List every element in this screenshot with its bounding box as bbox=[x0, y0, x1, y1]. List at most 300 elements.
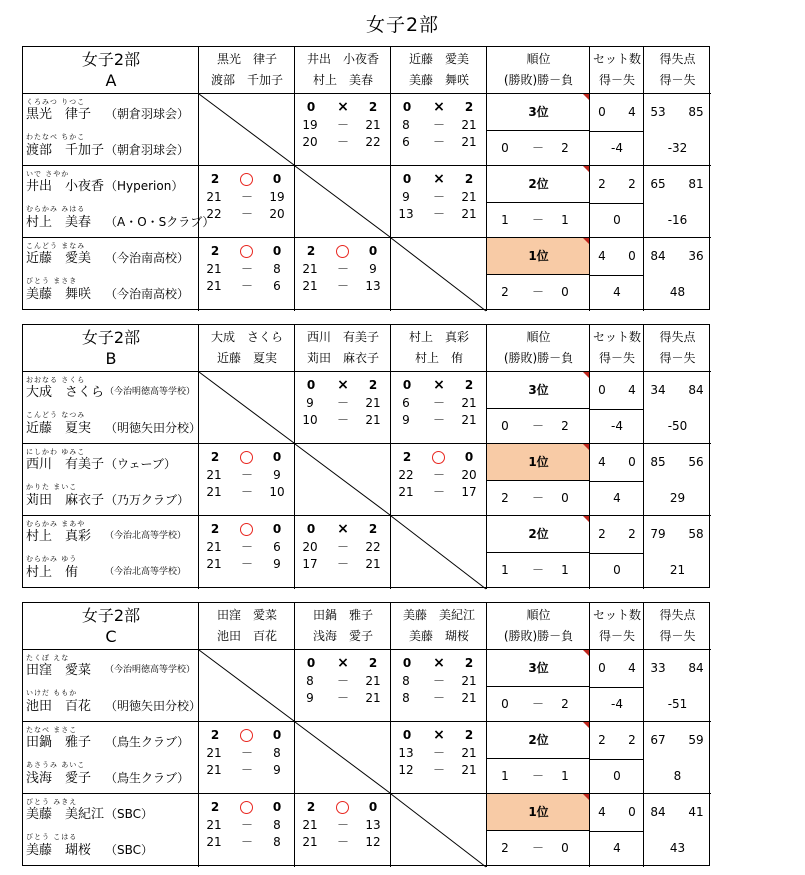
rank-header-sub: (勝敗)勝－負 bbox=[503, 73, 574, 87]
sets-won: 0 bbox=[598, 383, 606, 397]
player1-furigana: いで さやか bbox=[26, 170, 70, 178]
pair-name-cell bbox=[23, 372, 202, 444]
rank-header-label: 順位 bbox=[526, 608, 551, 622]
losses-value: 1 bbox=[561, 563, 569, 577]
points-header-label: 得失点 bbox=[659, 330, 696, 344]
player1-affiliation: （SBC） bbox=[105, 807, 154, 821]
player2-name: 美藤 舞咲 bbox=[26, 287, 92, 302]
lose-mark: × bbox=[433, 727, 445, 743]
win-mark bbox=[240, 729, 253, 742]
pair-header-player2: 近藤 夏実 bbox=[216, 351, 277, 365]
rank-band bbox=[487, 94, 589, 131]
game2-score-a: 20 bbox=[302, 135, 318, 149]
player1-furigana: にしかわ ゆみこ bbox=[26, 448, 86, 456]
sets-column-header bbox=[590, 47, 644, 94]
points-for: 65 bbox=[650, 177, 666, 191]
comment-marker bbox=[583, 372, 589, 378]
wins-value: 2 bbox=[501, 285, 509, 299]
game2-score-b: 10 bbox=[269, 485, 285, 499]
group-letter: B bbox=[105, 349, 117, 368]
sets-diff: 0 bbox=[613, 213, 621, 227]
player1-affiliation: （今治明徳高等学校） bbox=[105, 665, 196, 675]
diagonal-line bbox=[295, 444, 390, 515]
win-mark bbox=[240, 245, 253, 258]
sets-lost: 0 bbox=[628, 805, 636, 819]
player2-affiliation: （今治南高校） bbox=[105, 287, 190, 301]
rank-band bbox=[487, 238, 589, 275]
game2-score-a: 21 bbox=[206, 557, 222, 571]
pair-column-header bbox=[199, 47, 295, 94]
match-sets-lost: 2 bbox=[464, 100, 474, 114]
rank-cell bbox=[487, 372, 590, 444]
game2-score-b: 21 bbox=[461, 207, 477, 221]
game1-dash: － bbox=[432, 468, 445, 482]
sets-won: 4 bbox=[598, 249, 606, 263]
points-diff: -16 bbox=[667, 213, 688, 227]
match-sets-lost: 0 bbox=[272, 244, 282, 258]
game2-dash: － bbox=[432, 485, 445, 499]
rank-band bbox=[487, 516, 589, 553]
rank-header-sub: (勝敗)勝－負 bbox=[503, 629, 574, 643]
game2-dash: － bbox=[336, 279, 349, 293]
match-cell bbox=[295, 516, 391, 589]
losses-value: 1 bbox=[561, 769, 569, 783]
rank-cell bbox=[487, 722, 590, 794]
comment-marker bbox=[583, 794, 589, 800]
pair-name-cell bbox=[23, 238, 199, 311]
game2-score-a: 21 bbox=[302, 835, 318, 849]
player1-affiliation: （Hyperion） bbox=[105, 179, 184, 193]
group-name: 女子2部 bbox=[81, 328, 141, 347]
match-cell bbox=[391, 372, 487, 444]
game2-score-a: 10 bbox=[302, 413, 318, 427]
pair-name-cell bbox=[23, 722, 199, 794]
diagonal-cell bbox=[391, 794, 487, 867]
pair-header-player2: 村上 侑 bbox=[414, 351, 463, 365]
player2-furigana: こんどう なつみ bbox=[26, 411, 86, 419]
sets-divider bbox=[590, 203, 643, 204]
diagonal-line bbox=[199, 94, 294, 165]
sets-won: 0 bbox=[598, 661, 606, 675]
player2-affiliation: （今治北高等学校） bbox=[105, 567, 187, 577]
game2-score-a: 17 bbox=[302, 557, 318, 571]
game1-score-b: 21 bbox=[461, 396, 477, 410]
game2-dash: － bbox=[432, 691, 445, 705]
game2-score-a: 21 bbox=[206, 485, 222, 499]
group-table bbox=[22, 602, 710, 866]
rank-cell bbox=[487, 650, 590, 722]
player2-furigana: わたなべ ちかこ bbox=[26, 133, 86, 141]
game1-score-b: 21 bbox=[365, 674, 381, 688]
sets-diff: 4 bbox=[613, 841, 621, 855]
points-against: 84 bbox=[688, 383, 704, 397]
record-dash: － bbox=[531, 697, 544, 711]
match-cell bbox=[295, 94, 391, 166]
match-cell bbox=[199, 794, 295, 867]
game1-score-a: 21 bbox=[206, 190, 222, 204]
sets-won: 0 bbox=[598, 105, 606, 119]
game1-score-a: 21 bbox=[206, 262, 222, 276]
rank-cell bbox=[487, 516, 590, 589]
sets-won: 4 bbox=[598, 455, 606, 469]
pair-header-player2: 苅田 麻衣子 bbox=[306, 351, 379, 365]
pair-column-header bbox=[295, 603, 391, 650]
game1-dash: － bbox=[432, 190, 445, 204]
losses-value: 1 bbox=[561, 213, 569, 227]
game2-score-b: 8 bbox=[273, 835, 281, 849]
player1-furigana: たくぼ えな bbox=[26, 654, 70, 662]
game1-score-a: 21 bbox=[302, 818, 318, 832]
points-header-sub: 得－失 bbox=[659, 629, 696, 643]
match-sets-lost: 0 bbox=[368, 800, 378, 814]
player1-name: 近藤 愛美 bbox=[26, 251, 92, 266]
sets-header-sub: 得－失 bbox=[598, 629, 635, 643]
group-table bbox=[22, 324, 710, 588]
rank-cell bbox=[487, 444, 590, 516]
match-sets-won: 2 bbox=[210, 728, 220, 742]
player2-affiliation: （明徳矢田分校） bbox=[105, 421, 202, 435]
comment-marker bbox=[583, 444, 589, 450]
sets-cell bbox=[590, 372, 644, 444]
game2-score-b: 21 bbox=[461, 135, 477, 149]
game1-score-b: 6 bbox=[273, 540, 281, 554]
pair-column-header bbox=[199, 325, 295, 372]
rank-column-header bbox=[487, 603, 590, 650]
match-cell bbox=[295, 372, 391, 444]
match-sets-won: 0 bbox=[306, 378, 316, 392]
sets-header-sub: 得－失 bbox=[598, 351, 635, 365]
game1-score-b: 19 bbox=[269, 190, 285, 204]
game1-dash: － bbox=[240, 746, 253, 760]
losses-value: 2 bbox=[561, 419, 569, 433]
sets-diff: 0 bbox=[613, 563, 621, 577]
player1-affiliation: （今治南高校） bbox=[105, 251, 190, 265]
points-cell bbox=[644, 444, 711, 516]
game1-score-b: 22 bbox=[365, 540, 381, 554]
game1-dash: － bbox=[432, 746, 445, 760]
sets-column-header bbox=[590, 603, 644, 650]
sets-column-header bbox=[590, 325, 644, 372]
sets-diff: -4 bbox=[611, 419, 623, 433]
game2-score-a: 8 bbox=[402, 691, 410, 705]
game1-dash: － bbox=[336, 818, 349, 832]
sets-lost: 2 bbox=[628, 733, 636, 747]
match-sets-lost: 2 bbox=[368, 656, 378, 670]
match-cell bbox=[199, 238, 295, 311]
rank-band bbox=[487, 722, 589, 759]
player1-name: 田鍋 雅子 bbox=[26, 735, 92, 750]
points-cell bbox=[644, 94, 711, 166]
game1-score-a: 21 bbox=[206, 540, 222, 554]
wins-value: 1 bbox=[501, 213, 509, 227]
player1-affiliation: （今治明徳高等学校） bbox=[105, 387, 196, 397]
pair-header-player1: 田窪 愛菜 bbox=[216, 608, 277, 622]
game1-score-b: 21 bbox=[461, 190, 477, 204]
comment-marker bbox=[583, 650, 589, 656]
game1-score-b: 21 bbox=[461, 674, 477, 688]
points-diff: 29 bbox=[669, 491, 686, 505]
game1-dash: － bbox=[240, 818, 253, 832]
match-sets-won: 2 bbox=[210, 244, 220, 258]
wins-value: 0 bbox=[501, 697, 509, 711]
group-header bbox=[23, 603, 199, 650]
rank-column-header bbox=[487, 47, 590, 94]
match-cell bbox=[295, 238, 391, 311]
points-cell bbox=[644, 238, 711, 311]
match-sets-lost: 2 bbox=[368, 522, 378, 536]
game1-score-a: 8 bbox=[402, 118, 410, 132]
player1-name: 黒光 律子 bbox=[26, 107, 92, 122]
pair-column-header bbox=[199, 603, 295, 650]
pair-header-player2: 美藤 瑚桜 bbox=[408, 629, 469, 643]
game2-score-a: 21 bbox=[398, 485, 414, 499]
rank-column-header bbox=[487, 325, 590, 372]
player2-name: 近藤 夏実 bbox=[26, 421, 92, 436]
comment-marker bbox=[583, 94, 589, 100]
player1-name: 大成 さくら bbox=[26, 385, 105, 400]
points-column-header bbox=[644, 325, 711, 372]
game2-dash: － bbox=[240, 279, 253, 293]
diagonal-cell bbox=[199, 650, 295, 722]
lose-mark: × bbox=[433, 99, 445, 115]
player2-affiliation: （鳥生クラブ） bbox=[105, 771, 190, 785]
rank-value: 2位 bbox=[528, 177, 549, 191]
sets-lost: 4 bbox=[628, 661, 636, 675]
sets-cell bbox=[590, 238, 644, 311]
losses-value: 2 bbox=[561, 141, 569, 155]
game1-dash: － bbox=[240, 190, 253, 204]
match-sets-won: 2 bbox=[210, 450, 220, 464]
player2-name: 渡部 千加子 bbox=[26, 143, 105, 158]
player1-name: 井出 小夜香 bbox=[26, 179, 105, 194]
group-header bbox=[23, 47, 199, 94]
sets-header-label: セット数 bbox=[592, 52, 641, 66]
rank-header-sub: (勝敗)勝－負 bbox=[503, 351, 574, 365]
sets-header-label: セット数 bbox=[592, 608, 641, 622]
lose-mark: × bbox=[433, 377, 445, 393]
game2-score-b: 9 bbox=[273, 763, 281, 777]
wins-value: 1 bbox=[501, 769, 509, 783]
player1-name: 田窪 愛菜 bbox=[26, 663, 92, 678]
game1-score-a: 9 bbox=[306, 396, 314, 410]
player2-name: 村上 美春 bbox=[26, 215, 92, 230]
game1-score-b: 9 bbox=[369, 262, 377, 276]
match-cell bbox=[199, 166, 295, 238]
pair-column-header bbox=[295, 47, 391, 94]
lose-mark: × bbox=[433, 655, 445, 671]
sets-cell bbox=[590, 166, 644, 238]
pair-header-player1: 大成 さくら bbox=[210, 330, 283, 344]
page-title: 女子2部 bbox=[365, 14, 440, 36]
pair-header-player1: 美藤 美紀江 bbox=[402, 608, 475, 622]
points-column-header bbox=[644, 47, 711, 94]
game2-score-b: 21 bbox=[365, 413, 381, 427]
game2-score-b: 9 bbox=[273, 557, 281, 571]
match-sets-won: 0 bbox=[306, 100, 316, 114]
game2-score-a: 22 bbox=[206, 207, 222, 221]
points-header-sub: 得－失 bbox=[659, 351, 696, 365]
wins-value: 1 bbox=[501, 563, 509, 577]
player2-furigana: びとう まさき bbox=[26, 277, 78, 285]
game2-dash: － bbox=[432, 135, 445, 149]
game1-score-b: 8 bbox=[273, 262, 281, 276]
pair-header-player2: 村上 美春 bbox=[312, 73, 373, 87]
pair-header-player1: 村上 真彩 bbox=[408, 330, 469, 344]
sets-cell bbox=[590, 794, 644, 867]
match-cell bbox=[391, 650, 487, 722]
wins-value: 2 bbox=[501, 491, 509, 505]
lose-mark: × bbox=[433, 171, 445, 187]
player1-affiliation: （朝倉羽球会） bbox=[105, 107, 190, 121]
rank-cell bbox=[487, 238, 590, 311]
diagonal-line bbox=[391, 516, 486, 589]
match-cell bbox=[295, 794, 391, 867]
points-for: 53 bbox=[650, 105, 666, 119]
win-mark bbox=[240, 451, 253, 464]
sets-cell bbox=[590, 516, 644, 589]
player2-affiliation: （A・O・Sクラブ） bbox=[105, 215, 215, 229]
win-mark bbox=[240, 523, 253, 536]
sets-divider bbox=[590, 409, 643, 410]
points-header-label: 得失点 bbox=[659, 608, 696, 622]
points-cell bbox=[644, 372, 711, 444]
game2-score-b: 13 bbox=[365, 279, 381, 293]
rank-header-label: 順位 bbox=[526, 52, 551, 66]
lose-mark: × bbox=[337, 521, 349, 537]
points-header-sub: 得－失 bbox=[659, 73, 696, 87]
points-for: 84 bbox=[650, 805, 666, 819]
record-dash: － bbox=[531, 769, 544, 783]
diagonal-cell bbox=[391, 516, 487, 589]
player2-affiliation: （朝倉羽球会） bbox=[105, 143, 190, 157]
match-sets-won: 0 bbox=[306, 522, 316, 536]
game1-dash: － bbox=[432, 674, 445, 688]
record-dash: － bbox=[531, 491, 544, 505]
win-mark bbox=[432, 451, 445, 464]
match-cell bbox=[199, 722, 295, 794]
player1-affiliation: （今治北高等学校） bbox=[105, 531, 187, 541]
rank-value: 1位 bbox=[528, 249, 549, 263]
rank-value: 2位 bbox=[528, 733, 549, 747]
game2-dash: － bbox=[336, 691, 349, 705]
rank-header-label: 順位 bbox=[526, 330, 551, 344]
points-for: 34 bbox=[650, 383, 666, 397]
game1-score-a: 6 bbox=[402, 396, 410, 410]
match-cell bbox=[391, 166, 487, 238]
match-cell bbox=[391, 94, 487, 166]
sets-lost: 4 bbox=[628, 383, 636, 397]
game1-dash: － bbox=[336, 540, 349, 554]
rank-cell bbox=[487, 166, 590, 238]
sets-won: 2 bbox=[598, 177, 606, 191]
win-mark bbox=[336, 245, 349, 258]
sets-header-label: セット数 bbox=[592, 330, 641, 344]
game2-dash: － bbox=[240, 207, 253, 221]
diagonal-line bbox=[199, 372, 294, 443]
player1-furigana: くろみつ りつこ bbox=[26, 98, 86, 106]
game1-score-b: 21 bbox=[365, 118, 381, 132]
points-for: 84 bbox=[650, 249, 666, 263]
points-against: 56 bbox=[688, 455, 704, 469]
player1-affiliation: （鳥生クラブ） bbox=[105, 735, 190, 749]
player2-furigana: あさうみ あいこ bbox=[26, 761, 86, 769]
sets-divider bbox=[590, 131, 643, 132]
sets-cell bbox=[590, 722, 644, 794]
game1-score-a: 13 bbox=[398, 746, 414, 760]
points-diff: -50 bbox=[667, 419, 688, 433]
pair-header-player2: 渡部 千加子 bbox=[210, 73, 283, 87]
rank-value: 1位 bbox=[528, 455, 549, 469]
match-sets-lost: 0 bbox=[272, 800, 282, 814]
player2-furigana: かりた まいこ bbox=[26, 483, 78, 491]
game2-score-a: 9 bbox=[306, 691, 314, 705]
points-against: 84 bbox=[688, 661, 704, 675]
match-sets-lost: 0 bbox=[272, 522, 282, 536]
lose-mark: × bbox=[337, 99, 349, 115]
points-against: 36 bbox=[688, 249, 704, 263]
sets-diff: 4 bbox=[613, 491, 621, 505]
sets-diff: -4 bbox=[611, 697, 623, 711]
points-diff: 43 bbox=[669, 841, 686, 855]
player2-name: 村上 侑 bbox=[26, 565, 79, 580]
game1-score-a: 21 bbox=[206, 746, 222, 760]
pair-header-player1: 西川 有美子 bbox=[306, 330, 379, 344]
pair-name-cell bbox=[23, 516, 199, 589]
game1-score-b: 9 bbox=[273, 468, 281, 482]
sets-divider bbox=[590, 275, 643, 276]
sets-header-sub: 得－失 bbox=[598, 73, 635, 87]
player2-furigana: いけだ ももか bbox=[26, 689, 78, 697]
player1-name: 美藤 美紀江 bbox=[26, 807, 105, 822]
points-header-label: 得失点 bbox=[659, 52, 696, 66]
match-sets-lost: 2 bbox=[368, 378, 378, 392]
game1-dash: － bbox=[432, 118, 445, 132]
win-mark bbox=[240, 173, 253, 186]
sets-diff: 4 bbox=[613, 285, 621, 299]
game2-score-b: 22 bbox=[365, 135, 381, 149]
game1-score-b: 21 bbox=[461, 746, 477, 760]
group-name: 女子2部 bbox=[81, 50, 141, 69]
pair-name-cell bbox=[23, 794, 199, 867]
sets-divider bbox=[590, 759, 643, 760]
rank-value: 3位 bbox=[528, 661, 549, 675]
match-sets-won: 2 bbox=[210, 522, 220, 536]
match-sets-won: 0 bbox=[402, 656, 412, 670]
diagonal-line bbox=[295, 722, 390, 793]
pair-header-player2: 池田 百花 bbox=[216, 629, 277, 643]
comment-marker bbox=[583, 238, 589, 244]
match-sets-lost: 0 bbox=[272, 728, 282, 742]
match-sets-won: 0 bbox=[402, 100, 412, 114]
record-dash: － bbox=[531, 141, 544, 155]
game1-score-a: 8 bbox=[306, 674, 314, 688]
diagonal-line bbox=[295, 166, 390, 237]
points-against: 41 bbox=[688, 805, 704, 819]
player2-affiliation: （SBC） bbox=[105, 843, 154, 857]
player2-furigana: びとう こはる bbox=[26, 833, 78, 841]
comment-marker bbox=[583, 516, 589, 522]
sets-won: 2 bbox=[598, 733, 606, 747]
pair-column-header bbox=[391, 47, 487, 94]
rank-value: 1位 bbox=[528, 805, 549, 819]
sets-cell bbox=[590, 444, 644, 516]
points-cell bbox=[644, 794, 711, 867]
record-dash: － bbox=[531, 419, 544, 433]
player1-furigana: むらかみ まあや bbox=[26, 520, 86, 528]
game1-score-b: 20 bbox=[461, 468, 477, 482]
match-cell bbox=[199, 444, 295, 516]
match-sets-lost: 0 bbox=[464, 450, 474, 464]
